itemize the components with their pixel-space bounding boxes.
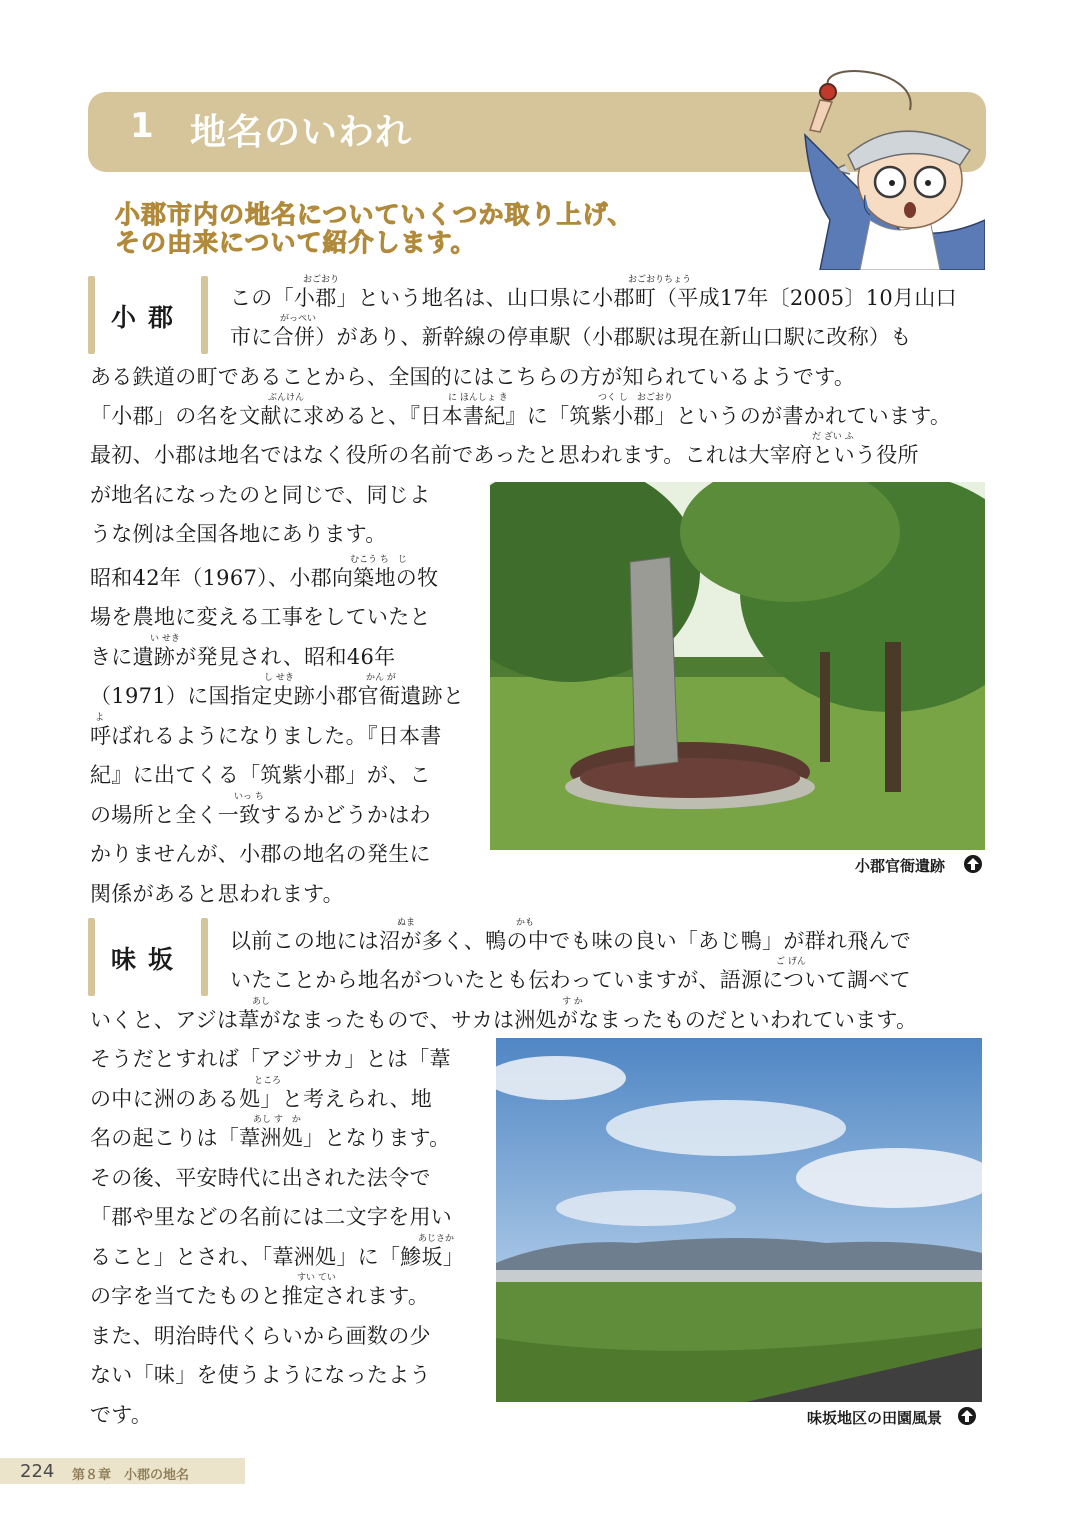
ogori-line-12: 呼ばれるようになりました。『日本書 [90, 724, 442, 748]
ruby-kanga: かん が [366, 673, 396, 683]
ruby-tokoro: ところ [254, 1076, 282, 1086]
ruby-suka: す か [562, 997, 583, 1007]
ajisaka-line-11: また、明治時代くらいから画数の少 [90, 1324, 431, 1348]
section-number: 1 [130, 106, 154, 146]
ogori-line-5: 最初、小郡は地名ではなく役所の名前であったと思われます。これは大宰府という役所 [90, 443, 919, 467]
ruby-iseki: い せき [150, 634, 180, 644]
ajisaka-line-5: の中に洲のある処」と考えられ、地 [90, 1087, 433, 1111]
ajisaka-rural-landscape-photo [496, 1038, 982, 1402]
ogori-line-9: 場を農地に変える工事をしていたと [90, 605, 431, 629]
ruby-yo: よ [95, 713, 105, 723]
ruby-ashisuka: あし す か [253, 1115, 301, 1125]
footer-chapter-title: 第８章 小郡の地名 [72, 1468, 190, 1483]
ruby-ashi: あし [252, 997, 271, 1007]
ajisaka-line-6: 名の起こりは「葦洲処」となります。 [90, 1126, 451, 1150]
ajisaka-line-3: いくと、アジは葦がなまったもので、サカは洲処がなまったものだといわれています。 [90, 1008, 918, 1032]
ogori-line-10: きに遺跡が発見され、昭和46年 [90, 645, 396, 669]
ruby-ogoricho: おごおりちょう [628, 275, 692, 285]
ruby-gappei: がっぺい [280, 314, 317, 324]
ogori-line-16: 関係があると思われます。 [90, 882, 344, 906]
ogori-line-2: 市に合併）があり、新幹線の停車駅（小郡駅は現在新山口駅に改称）も [230, 325, 912, 349]
up-arrow-icon [958, 1407, 976, 1425]
ogori-photo-caption: 小郡官衙遺跡 [855, 857, 946, 875]
term-label-ajisaka [88, 918, 208, 996]
ruby-kamo: かも [516, 918, 535, 928]
ogori-line-11: （1971）に国指定史跡小郡官衙遺跡と [90, 684, 465, 708]
ruby-bunken: ぶんけん [268, 393, 305, 403]
ruby-dazaifu: だ ざい ふ [812, 432, 854, 442]
ruby-mukouchiji: むこう ち じ [350, 555, 407, 565]
ruby-nihonshoki: に ほんしょ き [448, 393, 508, 403]
ajisaka-line-1: 以前この地には沼が多く、鴨の中でも味の良い「あじ鴨」が群れ飛んで [230, 929, 912, 953]
character-illustration [790, 70, 985, 270]
ogori-line-13: 紀』に出てくる「筑紫小郡」が、こ [90, 763, 431, 787]
ogori-line-6: が地名になったのと同じで、同じよ [90, 483, 431, 507]
term-label-ogori [88, 276, 208, 354]
ajisaka-line-9: ること」とされ、「葦洲処」に「鯵坂」 [90, 1245, 465, 1269]
ruby-icchi: いっ ち [234, 792, 264, 802]
ogori-line-7: うな例は全国各地にあります。 [90, 522, 387, 546]
subtitle-line-1: 小郡市内の地名についていくつか取り上げ、 [115, 200, 634, 229]
ogori-line-14: の場所と全く一致するかどうかはわ [90, 803, 431, 827]
ruby-suitei: すい てい [297, 1273, 336, 1283]
term-ajisaka-text: 味坂 [110, 945, 185, 974]
ogori-line-15: かりませんが、小郡の地名の発生に [90, 842, 431, 866]
ajisaka-line-2: いたことから地名がついたとも伝わっていますが、語源について調べて [230, 968, 911, 992]
ogori-line-1: この「小郡」という地名は、山口県に小郡町（平成17年〔2005〕10月山口 [230, 286, 957, 310]
ogori-line-3: ある鉄道の町であることから、全国的にはこちらの方が知られているようです。 [90, 365, 856, 389]
section-title: 地名のいわれ [190, 112, 413, 153]
ajisaka-line-8: 「郡や里などの名前には二文字を用い [90, 1205, 453, 1229]
ruby-chikushi-ogori: つく し おごおり [598, 393, 673, 403]
term-ogori-text: 小郡 [110, 303, 185, 332]
ajisaka-line-10: の字を当てたものと推定されます。 [90, 1284, 430, 1308]
ajisaka-line-13: です。 [90, 1403, 153, 1427]
ogori-line-4: 「小郡」の名を文献に求めると、『日本書紀』に「筑紫小郡」というのが書かれています。 [90, 404, 952, 428]
ajisaka-line-4: そうだとすれば「アジサカ」とは「葦 [90, 1047, 451, 1071]
ruby-numa: ぬま [397, 918, 416, 928]
ogori-line-8: 昭和42年（1967）、小郡向築地の牧 [90, 566, 439, 590]
ajisaka-line-12: ない「味」を使うようになったよう [90, 1363, 431, 1387]
ogori-kanga-iseki-photo [490, 482, 985, 850]
ajisaka-line-7: その後、平安時代に出された法令で [90, 1166, 431, 1190]
page-number: 224 [20, 1461, 55, 1482]
ruby-ogori: おごおり [303, 275, 340, 285]
ruby-ajisaka: あじさか [418, 1234, 455, 1244]
ruby-gogen: ご げん [776, 957, 806, 967]
ruby-shiseki: し せき [264, 673, 294, 683]
ajisaka-photo-caption: 味坂地区の田園風景 [807, 1409, 943, 1427]
up-arrow-icon [964, 855, 982, 873]
subtitle-line-2: その由来について紹介します。 [115, 228, 477, 257]
